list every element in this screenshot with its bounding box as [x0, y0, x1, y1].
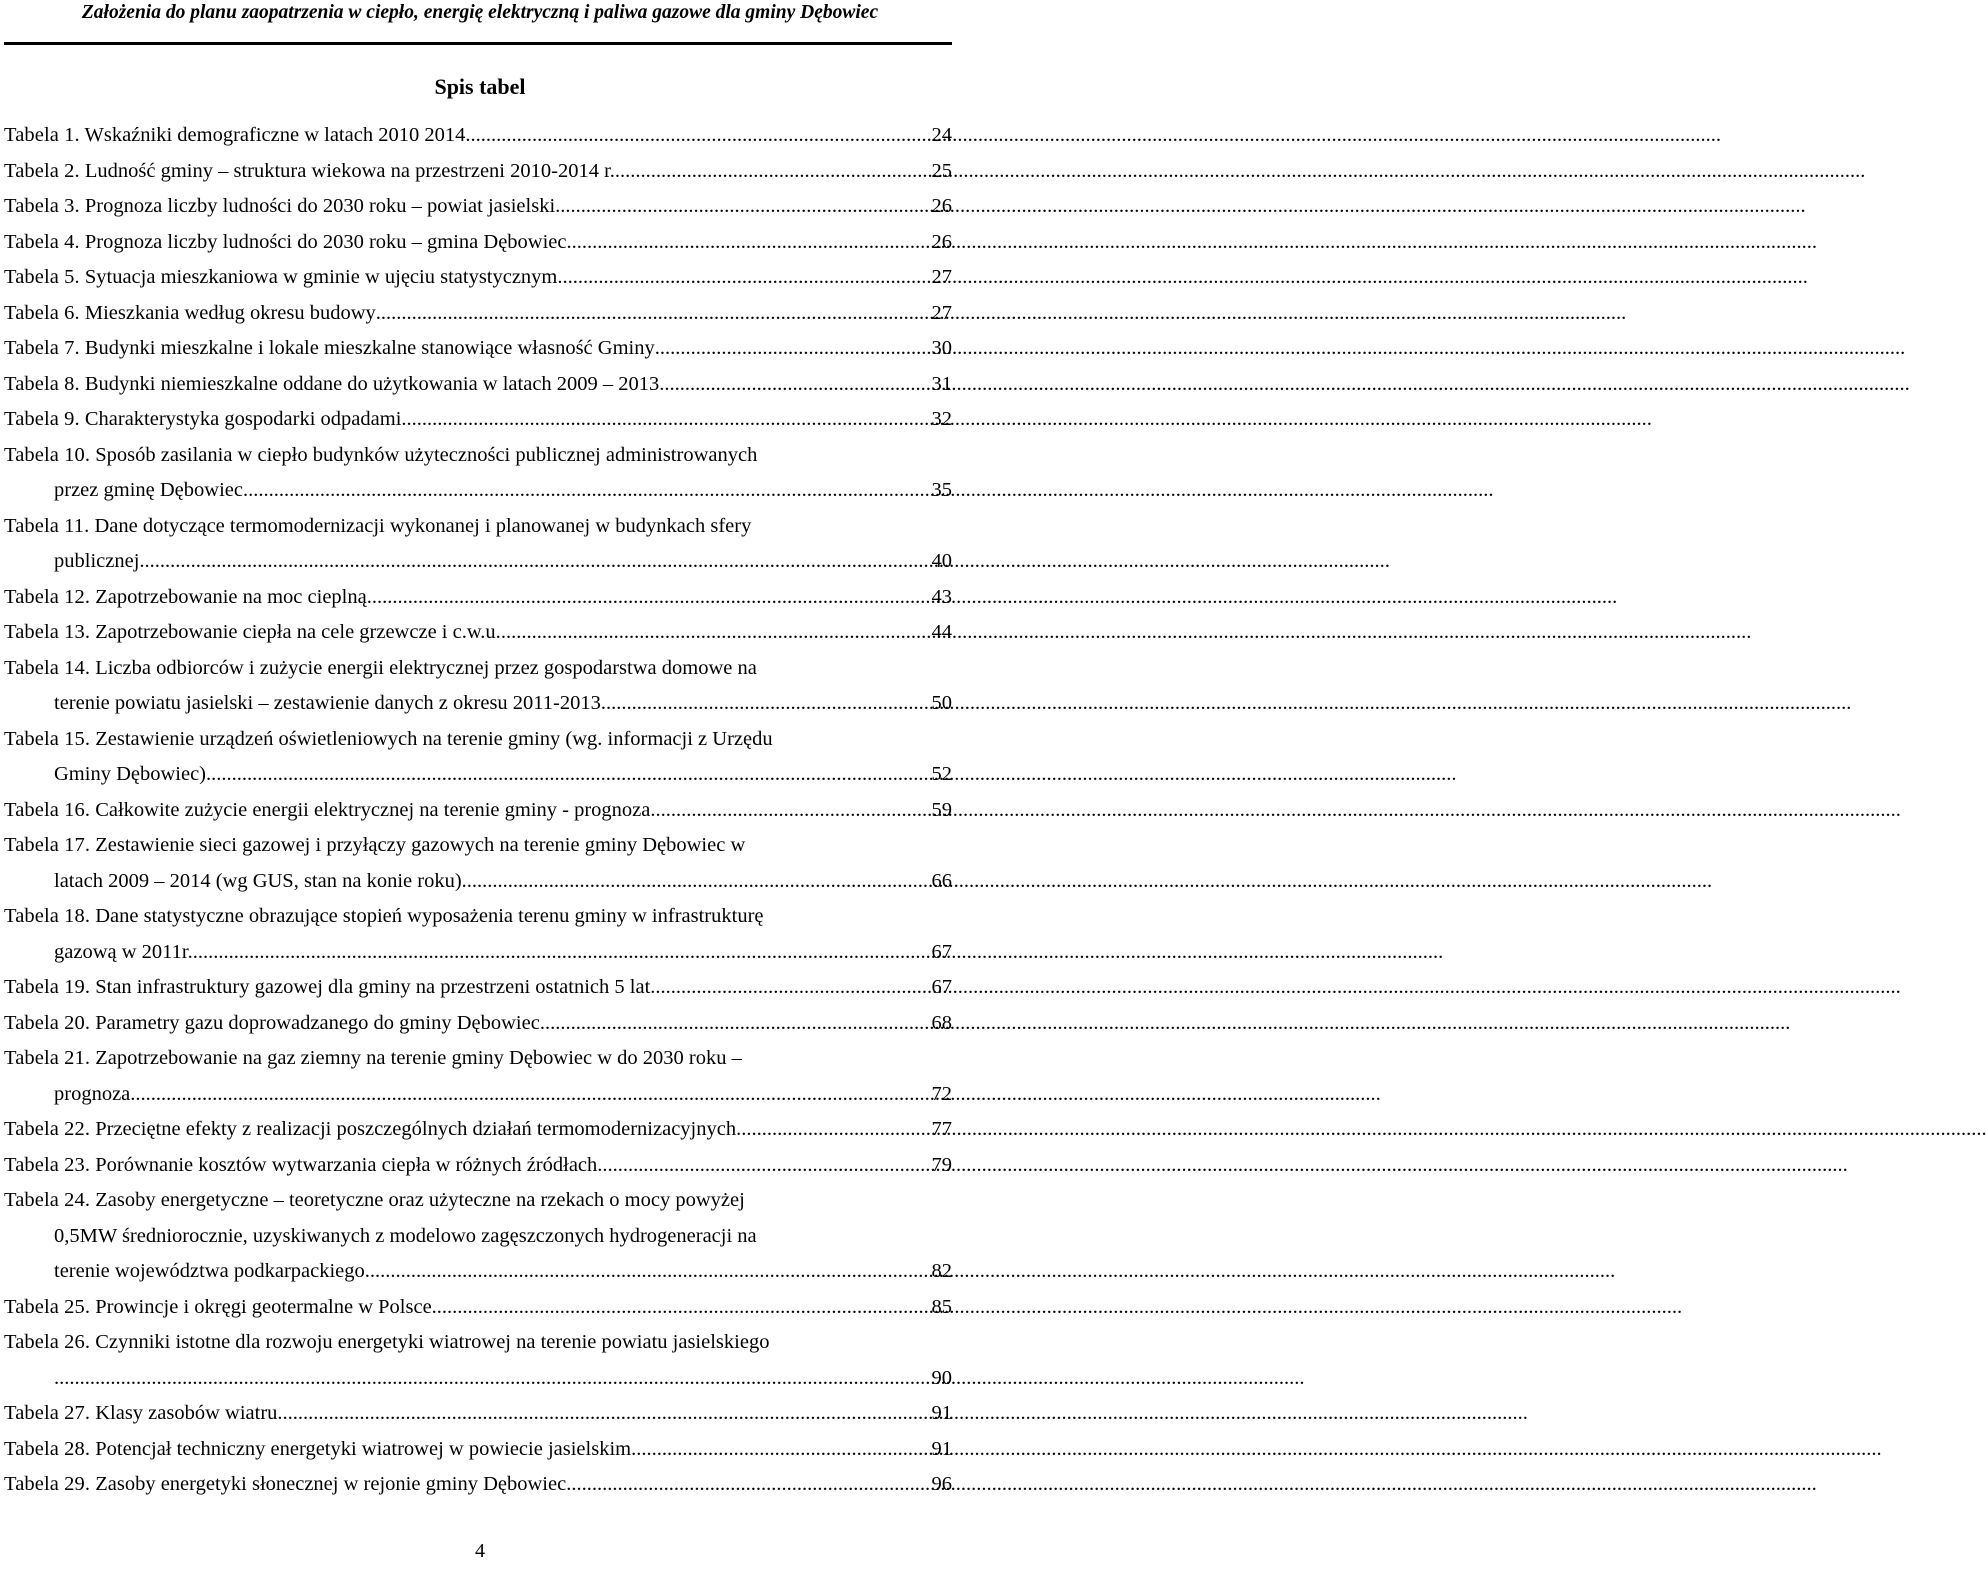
toc-entry-text	[4, 970, 650, 1006]
toc-entry-title: Zasoby energetyczne – teoretyczne oraz użyteczne na rzekach o mocy powyżej	[95, 1189, 745, 1211]
toc-entry-continuation	[4, 686, 952, 722]
toc-entry-line	[4, 1148, 952, 1184]
toc-entry-text	[4, 367, 659, 403]
toc-entry-label: Tabela 19.	[4, 976, 91, 998]
toc-entry-line	[4, 580, 952, 616]
toc-entry[interactable]	[4, 260, 952, 296]
toc-entry-page: 72	[931, 1082, 952, 1105]
toc-entry-page: 50	[931, 692, 952, 714]
toc-entry-line	[4, 402, 952, 438]
toc-entry[interactable]	[4, 1290, 952, 1326]
dot-leader	[470, 118, 930, 154]
dot-leader	[367, 580, 931, 616]
toc-entry-line	[4, 1041, 952, 1077]
toc-entry-title: Zapotrzebowanie na moc cieplną	[95, 585, 367, 608]
dot-leader	[462, 864, 931, 900]
toc-entry-line	[4, 296, 952, 332]
dot-leader	[566, 1467, 930, 1503]
dot-leader	[277, 1396, 930, 1432]
toc-entry-text	[4, 793, 650, 829]
toc-entry-page: 91	[931, 1402, 952, 1424]
toc-entry-continuation	[4, 935, 952, 971]
toc-entry-text	[4, 580, 367, 616]
toc-entry-text	[4, 1290, 432, 1326]
dot-leader	[501, 615, 931, 651]
toc-entry[interactable]	[4, 331, 952, 367]
toc-entry-text	[4, 402, 401, 438]
toc-entry-label: Tabela 25.	[4, 1295, 91, 1318]
toc-entry[interactable]	[4, 1396, 952, 1432]
toc-entry-text	[4, 1112, 736, 1148]
toc-entry-continuation	[4, 864, 952, 900]
toc-entry-title: Parametry gazu doprowadzanego do gminy Dębowiec	[95, 1011, 540, 1034]
toc-entry-label: Tabela 15.	[4, 727, 91, 750]
toc-entry-page: 91	[931, 1437, 952, 1460]
toc-entry-title: Zapotrzebowanie ciepła na cele grzewcze i c.w.u.	[95, 621, 501, 643]
toc-entry-title: latach 2009 – 2014 (wg GUS, stan na konie roku)	[54, 869, 462, 892]
toc-entry[interactable]	[4, 722, 952, 793]
toc-entry-label: Tabela 21.	[4, 1047, 91, 1069]
toc-entry-title: Dane statystyczne obrazujące stopień wyposażenia terenu gminy w infrastrukturę	[95, 905, 764, 927]
toc-entry-line	[4, 1325, 952, 1361]
toc-entry[interactable]	[4, 296, 952, 332]
toc-entry-line	[4, 1396, 952, 1432]
toc-entry-label: Tabela 2.	[4, 159, 80, 182]
toc-entry-label: Tabela 8.	[4, 372, 80, 395]
toc-entry-continuation	[4, 544, 952, 580]
page-number: 4	[475, 1540, 485, 1562]
toc-entry-text	[4, 260, 557, 296]
dot-leader	[650, 793, 930, 829]
toc-entry-line	[4, 154, 952, 190]
toc-entry[interactable]	[4, 1006, 952, 1042]
toc-entry-page: 79	[931, 1153, 952, 1176]
dot-leader	[243, 473, 931, 509]
dot-leader	[432, 1290, 931, 1326]
toc-entry-title: Ludność gminy – struktura wiekowa na przestrzeni 2010-2014 r.	[84, 159, 615, 182]
toc-entry[interactable]	[4, 402, 952, 438]
toc-entry-label: Tabela 18.	[4, 905, 91, 927]
toc-entry-title: Zestawienie sieci gazowej i przyłączy gazowych na terenie gminy Dębowiec w	[95, 834, 746, 856]
toc-entry-page: 52	[931, 763, 952, 785]
toc-entry-line	[4, 189, 952, 225]
toc-entry-label: Tabela 14.	[4, 656, 91, 679]
dot-leader	[206, 757, 931, 793]
toc-entry-label: Tabela 1.	[4, 124, 80, 146]
dot-leader	[376, 296, 931, 332]
toc-entry-label: Tabela 24.	[4, 1189, 91, 1211]
header-rule	[4, 42, 952, 45]
toc-entry-label: Tabela 27.	[4, 1402, 91, 1424]
dot-leader	[655, 331, 931, 367]
toc-entry-title: Sytuacja mieszkaniowa w gminie w ujęciu statystycznym	[84, 266, 558, 288]
toc-entry-label: Tabela 28.	[4, 1437, 91, 1460]
toc-entry-label: Tabela 26.	[4, 1331, 91, 1353]
toc-entry-title: przez gminę Dębowiec	[54, 479, 243, 501]
toc-entry-label: Tabela 7.	[4, 337, 80, 359]
toc-entry[interactable]	[4, 651, 952, 722]
dot-leader	[601, 686, 931, 722]
section-title: Spis tabel	[434, 74, 526, 99]
toc-entry-label: Tabela 12.	[4, 585, 91, 608]
toc-entry-title: terenie powiatu jasielski – zestawienie danych z okresu 2011-2013	[54, 692, 601, 714]
toc-entry-line	[4, 509, 952, 545]
toc-entry-line	[4, 651, 952, 687]
toc-entry-line	[4, 828, 952, 864]
toc-entry-text	[54, 1254, 365, 1290]
toc-entry-title: Zasoby energetyki słonecznej w rejonie gminy Dębowiec	[95, 1473, 567, 1495]
toc-entry-page: 27	[931, 266, 952, 288]
toc-entry-text	[4, 1325, 769, 1361]
dot-leader	[597, 1148, 930, 1184]
toc-entry-line	[4, 1183, 952, 1219]
toc-entry-text	[4, 1183, 745, 1219]
dot-leader	[659, 367, 930, 403]
toc-entry-text	[4, 1396, 277, 1432]
toc-entry-label: Tabela 10.	[4, 443, 91, 466]
toc-entry-page: 77	[931, 1118, 952, 1140]
dot-leader	[365, 1254, 931, 1290]
toc-entry-title: Porównanie kosztów wytwarzania ciepła w różnych źródłach	[95, 1153, 598, 1176]
toc-entry-title: Potencjał techniczny energetyki wiatrowej w powiecie jasielskim	[95, 1437, 632, 1460]
toc-entry[interactable]	[4, 154, 952, 190]
toc-entry-text	[4, 1467, 566, 1503]
toc-entry-text	[54, 473, 243, 509]
toc-entry[interactable]	[4, 1432, 952, 1468]
toc-entry-text	[4, 615, 501, 651]
toc-entry-title: Całkowite zużycie energii elektrycznej na terenie gminy - prognoza	[95, 798, 651, 821]
dot-leader	[615, 154, 931, 190]
toc-entry[interactable]	[4, 828, 952, 899]
toc-entry-continuation	[4, 473, 952, 509]
toc-entry-text	[4, 509, 751, 545]
dot-leader	[631, 1432, 930, 1468]
toc-entry[interactable]	[4, 970, 952, 1006]
toc-entry-continuation	[4, 1219, 952, 1255]
toc-entry-text	[4, 1041, 742, 1077]
toc-entry-label: Tabela 3.	[4, 195, 80, 217]
toc-entry-page: 40	[931, 550, 952, 572]
dot-leader	[567, 225, 931, 261]
toc-entry-title: Czynniki istotne dla rozwoju energetyki wiatrowej na terenie powiatu jasielskiego	[95, 1331, 770, 1353]
toc-entry-title: gazową w 2011r.	[54, 940, 193, 963]
toc-entry-page: 96	[931, 1473, 952, 1495]
dot-leader	[555, 189, 930, 225]
toc-entry-label: Tabela 13.	[4, 621, 91, 643]
toc-entry-text	[4, 1432, 631, 1468]
toc-entry-page: 27	[931, 301, 952, 324]
toc-entry-title: Przeciętne efekty z realizacji poszczególnych działań termomodernizacyjnych	[95, 1118, 737, 1140]
dot-leader	[650, 970, 930, 1006]
toc-entry-label: Tabela 17.	[4, 834, 91, 856]
toc-entry-title: Prowincje i okręgi geotermalne w Polsce	[95, 1295, 432, 1318]
toc-entry-page: 35	[931, 479, 952, 501]
toc-entry-text	[54, 1219, 757, 1255]
toc-entry[interactable]	[4, 1041, 952, 1112]
toc-entry-title: Wskaźniki demograficzne w latach 2010 2014.	[84, 124, 471, 146]
toc-entry-title: Prognoza liczby ludności do 2030 roku – powiat jasielski	[84, 195, 556, 217]
toc-entry-line	[4, 331, 952, 367]
toc-entry-page: 67	[931, 976, 952, 998]
dot-leader	[557, 260, 930, 296]
toc-entry[interactable]	[4, 367, 952, 403]
toc-entry-page: 26	[931, 230, 952, 253]
toc-entry-label: Tabela 5.	[4, 266, 80, 288]
toc-entry[interactable]	[4, 189, 952, 225]
toc-entry-page: 85	[931, 1295, 952, 1318]
toc-entry-title: Dane dotyczące termomodernizacji wykonanej i planowanej w budynkach sfery	[94, 514, 752, 537]
toc-entry-text	[54, 757, 206, 793]
toc-entry-page: 90	[931, 1366, 952, 1389]
toc-entry-label: Tabela 11.	[4, 514, 90, 537]
toc-entry-text	[54, 864, 462, 900]
toc-entry-page: 24	[931, 124, 952, 146]
toc-entry-text	[54, 935, 193, 971]
toc-entry-line	[4, 793, 952, 829]
toc-entry-page: 25	[931, 159, 952, 182]
toc-entry-title: Klasy zasobów wiatru	[95, 1402, 278, 1424]
toc-entry-title: Budynki niemieszkalne oddane do użytkowania w latach 2009 – 2013	[84, 372, 660, 395]
toc-entry-line	[4, 260, 952, 296]
toc-entry-title: 0,5MW średniorocznie, uzyskiwanych z modelowo zagęszczonych hydrogeneracji na	[54, 1224, 757, 1247]
toc-entry-line	[4, 1290, 952, 1326]
toc-entry-page: 66	[931, 869, 952, 892]
toc-entry-label: Tabela 22.	[4, 1118, 91, 1140]
toc-entry-title: prognoza	[54, 1082, 131, 1105]
dot-leader	[736, 1112, 930, 1148]
toc-entry-label: Tabela 4.	[4, 230, 80, 253]
dot-leader	[139, 544, 930, 580]
toc-entry-page: 31	[931, 372, 952, 395]
toc-entry-text	[4, 828, 745, 864]
toc-entry-page: 68	[931, 1011, 952, 1034]
toc-entry-title: publicznej	[54, 550, 140, 572]
toc-entry-text	[4, 1006, 540, 1042]
toc-entry-title: Gminy Dębowiec)	[54, 763, 206, 785]
toc-entry-text	[4, 438, 757, 474]
toc-entry-text	[4, 296, 376, 332]
document-header: Założenia do planu zaopatrzenia w ciepło, energię elektryczną i paliwa gazowe dla gminy Dębowiec	[81, 2, 879, 23]
toc-entry-label: Tabela 20.	[4, 1011, 91, 1034]
toc-entry-continuation	[4, 1077, 952, 1113]
toc-entry-text	[54, 686, 601, 722]
toc-entry-page: 30	[931, 337, 952, 359]
toc-entry[interactable]	[4, 899, 952, 970]
toc-entry-text	[4, 225, 567, 261]
toc-entry-title: Budynki mieszkalne i lokale mieszkalne stanowiące własność Gminy	[84, 337, 655, 359]
toc-entry-page: 44	[931, 621, 952, 643]
dot-leader	[130, 1077, 930, 1113]
toc-entry-title: Sposób zasilania w ciepło budynków użyteczności publicznej administrowanych	[95, 443, 758, 466]
toc-entry-label: Tabela 16.	[4, 798, 91, 821]
toc-entry-line	[4, 1467, 952, 1503]
toc-entry-line	[4, 118, 952, 154]
dot-leader	[54, 1361, 931, 1397]
toc-entry[interactable]	[4, 225, 952, 261]
table-of-tables	[4, 118, 952, 1503]
toc-entry-page: 82	[931, 1260, 952, 1282]
toc-entry-continuation	[4, 1361, 952, 1397]
toc-entry-line	[4, 722, 952, 758]
toc-entry-page: 67	[931, 940, 952, 963]
toc-entry-line	[4, 1432, 952, 1468]
toc-entry[interactable]	[4, 615, 952, 651]
toc-entry-line	[4, 970, 952, 1006]
toc-entry-title: terenie województwa podkarpackiego	[54, 1260, 365, 1282]
toc-entry-title: Liczba odbiorców i zużycie energii elektrycznej przez gospodarstwa domowe na	[95, 656, 757, 679]
toc-entry-text	[4, 651, 757, 687]
toc-entry-line	[4, 1112, 952, 1148]
toc-entry-title: Stan infrastruktury gazowej dla gminy na przestrzeni ostatnich 5 lat	[95, 976, 651, 998]
toc-entry[interactable]	[4, 438, 952, 509]
toc-entry-label: Tabela 9.	[4, 408, 80, 430]
toc-entry[interactable]	[4, 1148, 952, 1184]
toc-entry-text	[4, 722, 773, 758]
toc-entry[interactable]	[4, 1112, 952, 1148]
toc-entry-page: 59	[931, 798, 952, 821]
toc-entry[interactable]	[4, 509, 952, 580]
toc-entry-page: 43	[931, 585, 952, 608]
dot-leader	[401, 402, 930, 438]
dot-leader	[193, 935, 931, 971]
toc-entry-page: 32	[931, 408, 952, 430]
toc-entry-text	[4, 1148, 597, 1184]
toc-entry-title: Mieszkania według okresu budowy	[84, 301, 376, 324]
toc-entry-text	[4, 899, 764, 935]
toc-entry-title: Charakterystyka gospodarki odpadami	[84, 408, 402, 430]
toc-entry[interactable]	[4, 118, 952, 154]
toc-entry-text	[4, 154, 615, 190]
toc-entry-line	[4, 438, 952, 474]
toc-entry[interactable]	[4, 580, 952, 616]
toc-entry-text	[4, 189, 555, 225]
toc-entry-page: 26	[931, 195, 952, 217]
toc-entry-line	[4, 367, 952, 403]
toc-entry-title: Zapotrzebowanie na gaz ziemny na terenie gminy Dębowiec w do 2030 roku –	[95, 1047, 742, 1069]
toc-entry[interactable]	[4, 1325, 952, 1396]
toc-entry-line	[4, 1006, 952, 1042]
toc-entry[interactable]	[4, 793, 952, 829]
toc-entry-text	[54, 1077, 130, 1113]
toc-entry-title: Prognoza liczby ludności do 2030 roku – gmina Dębowiec	[84, 230, 567, 253]
toc-entry-label: Tabela 29.	[4, 1473, 91, 1495]
toc-entry-line	[4, 615, 952, 651]
toc-entry-label: Tabela 23.	[4, 1153, 91, 1176]
dot-leader	[540, 1006, 931, 1042]
toc-entry[interactable]	[4, 1183, 952, 1290]
toc-entry-line	[4, 899, 952, 935]
toc-entry-text	[4, 331, 655, 367]
toc-entry-continuation	[4, 757, 952, 793]
toc-entry-text	[54, 544, 139, 580]
toc-entry-label: Tabela 6.	[4, 301, 80, 324]
toc-entry-text	[4, 118, 470, 154]
toc-entry-continuation	[4, 1254, 952, 1290]
toc-entry-title: Zestawienie urządzeń oświetleniowych na terenie gminy (wg. informacji z Urzędu	[95, 727, 773, 750]
toc-entry-line	[4, 225, 952, 261]
toc-entry[interactable]	[4, 1467, 952, 1503]
